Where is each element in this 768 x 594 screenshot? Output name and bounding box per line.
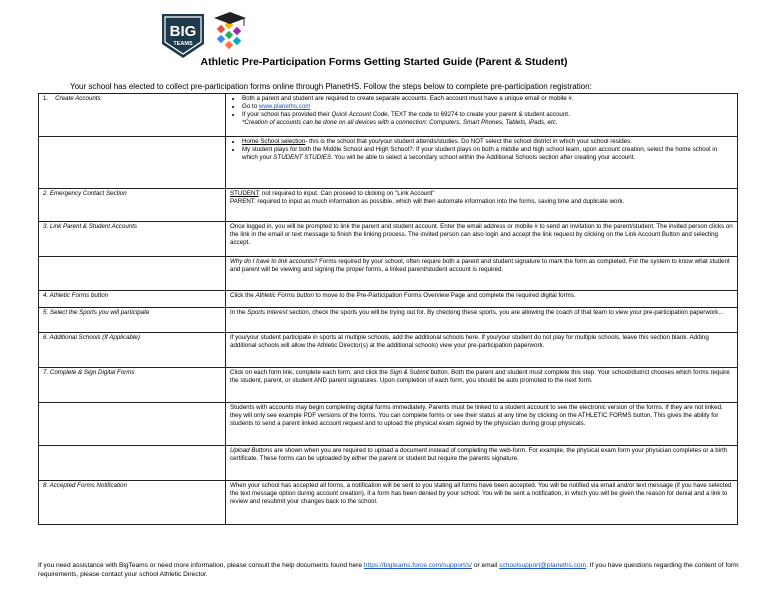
logo-teams-text: TEAMS [173,41,193,47]
step-content: Why do I have to link accounts? Forms required by your school, often require both a parent and student signature to mark the form as completed. For the system to know what student and parent will be viewing and signing the proper forms, a linked parent/student account is required. [226,257,738,291]
list-item: • If your school has provided their Quick Account Code, TEXT the code to 69274 to create your parent & student account. [242,111,733,119]
list-item: • My student plays for both the Middle School and High School?: If your student plays on both a middle and high school team, upon account creation, select the home school in which your STUDENT STUDIES. You will be able to select a secondary school within the Additional Schools section after creating your account. [242,146,733,162]
step-content [226,94,738,137]
table-row [39,403,738,446]
table-row [39,308,738,333]
step-title: Create Accounts [55,95,101,102]
step-label: 6. Additional Schools (If Applicable) [39,333,226,368]
step-content: Students with accounts may begin completing digital forms immediately. Parents must be linked to a student account to see the electronic version of the forms. If they are not linked, they will only see example PDF versions of the forms. You can complete forms or see their status at any time by clicking on the ATHLETIC FORMS button. This gives the ability for students to send a parent linked account request and to upload the physical exam signed by the physician during group physicals. [226,403,738,446]
logo-big-text: BIG [169,23,197,40]
step-label: 8. Accepted Forms Notification [39,481,226,525]
table-row [39,368,738,403]
list-item: • Both a parent and student are required to create separate accounts. Each account must have a unique email or mobile #. [242,95,733,103]
step-content: Upload Buttons are shown when you are required to upload a document instead of completing the web-form. For example, the physical exam form your physician completes or a birth certificate. These forms can be uploaded by either the parent or student but require the parents signature. [226,446,738,481]
step-label: 3. Link Parent & Student Accounts [39,222,226,257]
table-row [39,189,738,222]
step-label [39,94,226,137]
support-link[interactable]: https://bigteams.force.com/support/s/ [363,562,472,569]
step-content [226,137,738,189]
step-content: Click the Athletic Forms button to move to the Pre-Participation Forms Overview Page and complete the required digital forms. [226,291,738,308]
step-content: Click on each form link, complete each form, and click the Sign & Submit button. Both the parent and student must complete this step. Your school/district chooses which forms require the student, parent, or student AND parent signatures. Upon completion of each form, you should be auto promoted to the next form. [226,368,738,403]
footer-text: If you need assistance with BigTeams or need more information, please consult the help documents found here https://bigteams.force.com/support/s/ or email schoolsupport@planeths.com. If you have questions regarding the content of form requirements, please contact your school Athletic Director. [38,562,739,578]
table-row [39,94,738,137]
bigteams-logo [160,12,248,62]
step-label: 5. Select the Sports you will participate [39,308,226,333]
step-content: In the Sports Interest section, check the sports you will be trying out for. By checking these sports, you are allowing the coach of that team to view your pre-participation paperwork... [226,308,738,333]
step-content: STUDENT: not required to input. Can proceed to clicking on "Link Account" PARENT: required to input as much information as possible, which will then automate information into the forms, saving time and duplicate work. [226,189,738,222]
devices-note: *Creation of accounts can be done on all devices with a connection: Computers, Smart Phones, Tablets, iPads, etc. [242,119,558,127]
step-label: 7. Complete & Sign Digital Forms [39,368,226,403]
table-row [39,257,738,291]
list-item: • Go to www.planeths.com [242,103,733,111]
table-row [39,333,738,368]
page-title: Athletic Pre-Participation Forms Getting Started Guide (Parent & Student) [200,56,568,68]
step-label: 4. Athletic Forms button [39,291,226,308]
table-row [39,481,738,525]
step-number: 1. [43,95,49,102]
intro-text: Your school has elected to collect pre-participation forms online through PlanetHS. Follow the steps below to complete pre-participation registration: [70,82,592,91]
logo-mosaic-icon [214,12,246,49]
step-label: 2. Emergency Contact Section [39,189,226,222]
step-content: When your school has accepted all forms, a notification will be sent to you stating all forms have been accepted. You will be notified via email and/or text message (if you have selected the text message option during account creation), if a form has been denied by your school. You will be sent a notification, in which you will be given the reason for denial and a link to review and resubmit your changes back to the school. [226,481,738,525]
planeths-link[interactable]: www.planeths.com [258,103,311,111]
list-item: • Home School selection- this is the school that you/your student attends/studies. Do NOT select the school district in which your school resides. [242,138,733,146]
steps-table [38,93,738,525]
table-row [39,137,738,189]
step-content: Once logged in, you will be prompted to link the parent and student account. Enter the email address or mobile # to send an invitation to the parent/student. The invited person clicks on the link in the email or text message to finish the linking process. The invited person can also login and accept the link request by clicking on the Link Account Button and selecting accept. [226,222,738,257]
support-email-link[interactable]: schoolsupport@planeths.com [499,562,587,569]
table-row [39,291,738,308]
table-row [39,222,738,257]
table-row [39,446,738,481]
step-content: If you/your student participate in sports at multiple schools, add the additional schools here. If you/your student do not play for multiple schools, leave this section blank. Adding additional schools will allow the Athletic Director(s) at the additional schools) view your pre-participation paperwork. [226,333,738,368]
